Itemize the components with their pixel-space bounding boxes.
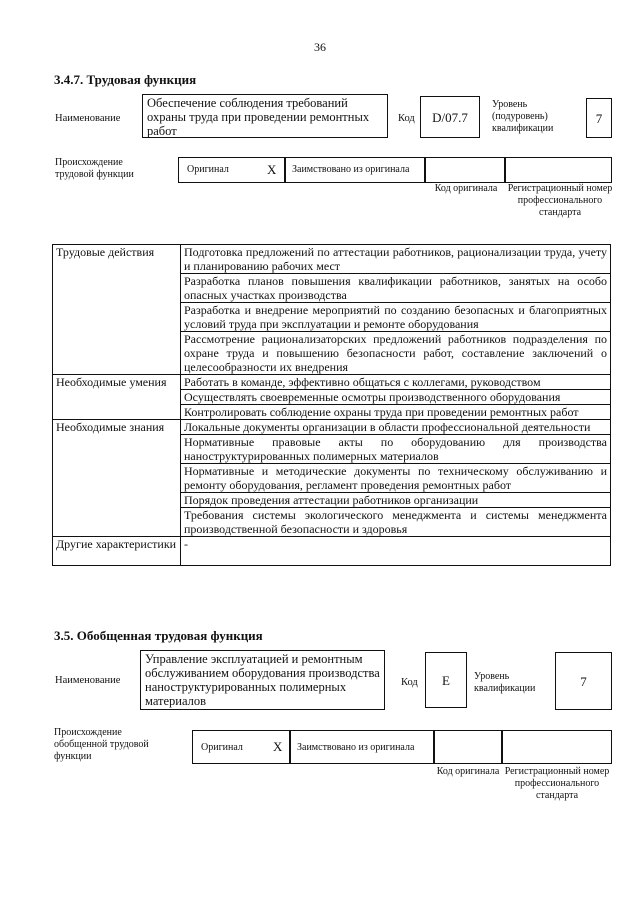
s2-level-label: Уровень квалификации	[474, 671, 536, 694]
s1-original-label: Оригинал	[187, 164, 229, 175]
s2-name-label: Наименование	[55, 675, 121, 686]
section1-heading: 3.4.7. Трудовая функция	[54, 72, 197, 87]
labor-action-item: Разработка планов повышения квалификации работников, занятых на особо опасных участках производства	[181, 274, 611, 303]
s2-code-original-label: Код оригинала	[436, 766, 500, 777]
labor-action-item: Подготовка предложений по аттестации работников, рационализации труда, учету и планированию рабочих мест	[181, 245, 611, 274]
section2-heading: 3.5. Обобщенная трудовая функция	[54, 628, 263, 643]
knowledge-item: Порядок проведения аттестации работников организации	[181, 493, 611, 508]
s2-code-label: Код	[401, 677, 418, 688]
s1-code-value: D/07.7	[420, 96, 480, 138]
skill-item: Контролировать соблюдение охраны труда при проведении ремонтных работ	[181, 405, 611, 420]
skills-label: Необходимые умения	[53, 375, 181, 420]
s1-reg-number-box	[505, 157, 612, 183]
s1-reg-number-label: Регистрационный номер профессионального стандарта	[507, 183, 613, 218]
s1-name-label: Наименование	[55, 113, 121, 124]
s1-code-original-box	[425, 157, 505, 183]
s1-original-mark: X	[267, 162, 277, 177]
s1-name-value: Обеспечение соблюдения требований охраны труда при проведении ремонтных работ	[142, 94, 388, 138]
skill-item: Работать в команде, эффективно общаться с коллегами, руководством	[181, 375, 611, 390]
labor-action-item: Разработка и внедрение мероприятий по созданию безопасных и благоприятных условий труда при эксплуатации и ремонте оборудования	[181, 303, 611, 332]
other-label: Другие характеристики	[53, 537, 181, 566]
s1-code-label: Код	[398, 113, 415, 124]
s2-borrowed-cell: Заимствовано из оригинала	[290, 730, 434, 764]
knowledge-item: Нормативные и методические документы по техническому обслуживанию и ремонту оборудования, регламент проведения ремонтных работ	[181, 464, 611, 493]
s1-level-value: 7	[586, 98, 612, 138]
s2-original-label: Оригинал	[201, 742, 243, 753]
s1-original-cell	[178, 157, 285, 183]
labor-function-table	[52, 244, 611, 566]
s2-level-value: 7	[555, 652, 612, 710]
s2-original-cell	[192, 730, 290, 764]
other-value: -	[181, 537, 611, 566]
s1-borrowed-cell: Заимствовано из оригинала	[285, 157, 425, 183]
s2-origin-label: Происхождение обобщенной трудовой функции	[54, 727, 149, 762]
s1-code-original-label: Код оригинала	[434, 183, 498, 194]
labor-action-item: Рассмотрение рационализаторских предложений работников подразделения по охране труда и повышению безопасности работ, составление заключений о целесообразности их внедрения	[181, 332, 611, 375]
s1-origin-label: Происхождение трудовой функции	[55, 157, 134, 180]
knowledge-item: Локальные документы организации в области профессиональной деятельности	[181, 420, 611, 435]
s2-code-original-box	[434, 730, 502, 764]
page-number: 36	[314, 40, 326, 54]
s2-reg-number-box	[502, 730, 612, 764]
s2-original-mark: X	[273, 739, 283, 754]
knowledge-label: Необходимые знания	[53, 420, 181, 537]
knowledge-item: Требования системы экологического менеджмента и системы менеджмента производственной безопасности и здоровья	[181, 508, 611, 537]
skill-item: Осуществлять своевременные осмотры производственного оборудования	[181, 390, 611, 405]
s2-code-value: E	[425, 652, 467, 708]
labor-actions-label: Трудовые действия	[53, 245, 181, 375]
s2-reg-number-label: Регистрационный номер профессионального стандарта	[504, 766, 610, 801]
s1-level-label: Уровень (подуровень) квалификации	[492, 99, 554, 134]
knowledge-item: Нормативные правовые акты по оборудованию для производства наноструктурированных полимерных материалов	[181, 435, 611, 464]
s2-name-value: Управление эксплуатацией и ремонтным обслуживанием оборудования производства наноструктурированных полимерных материалов	[140, 650, 385, 710]
